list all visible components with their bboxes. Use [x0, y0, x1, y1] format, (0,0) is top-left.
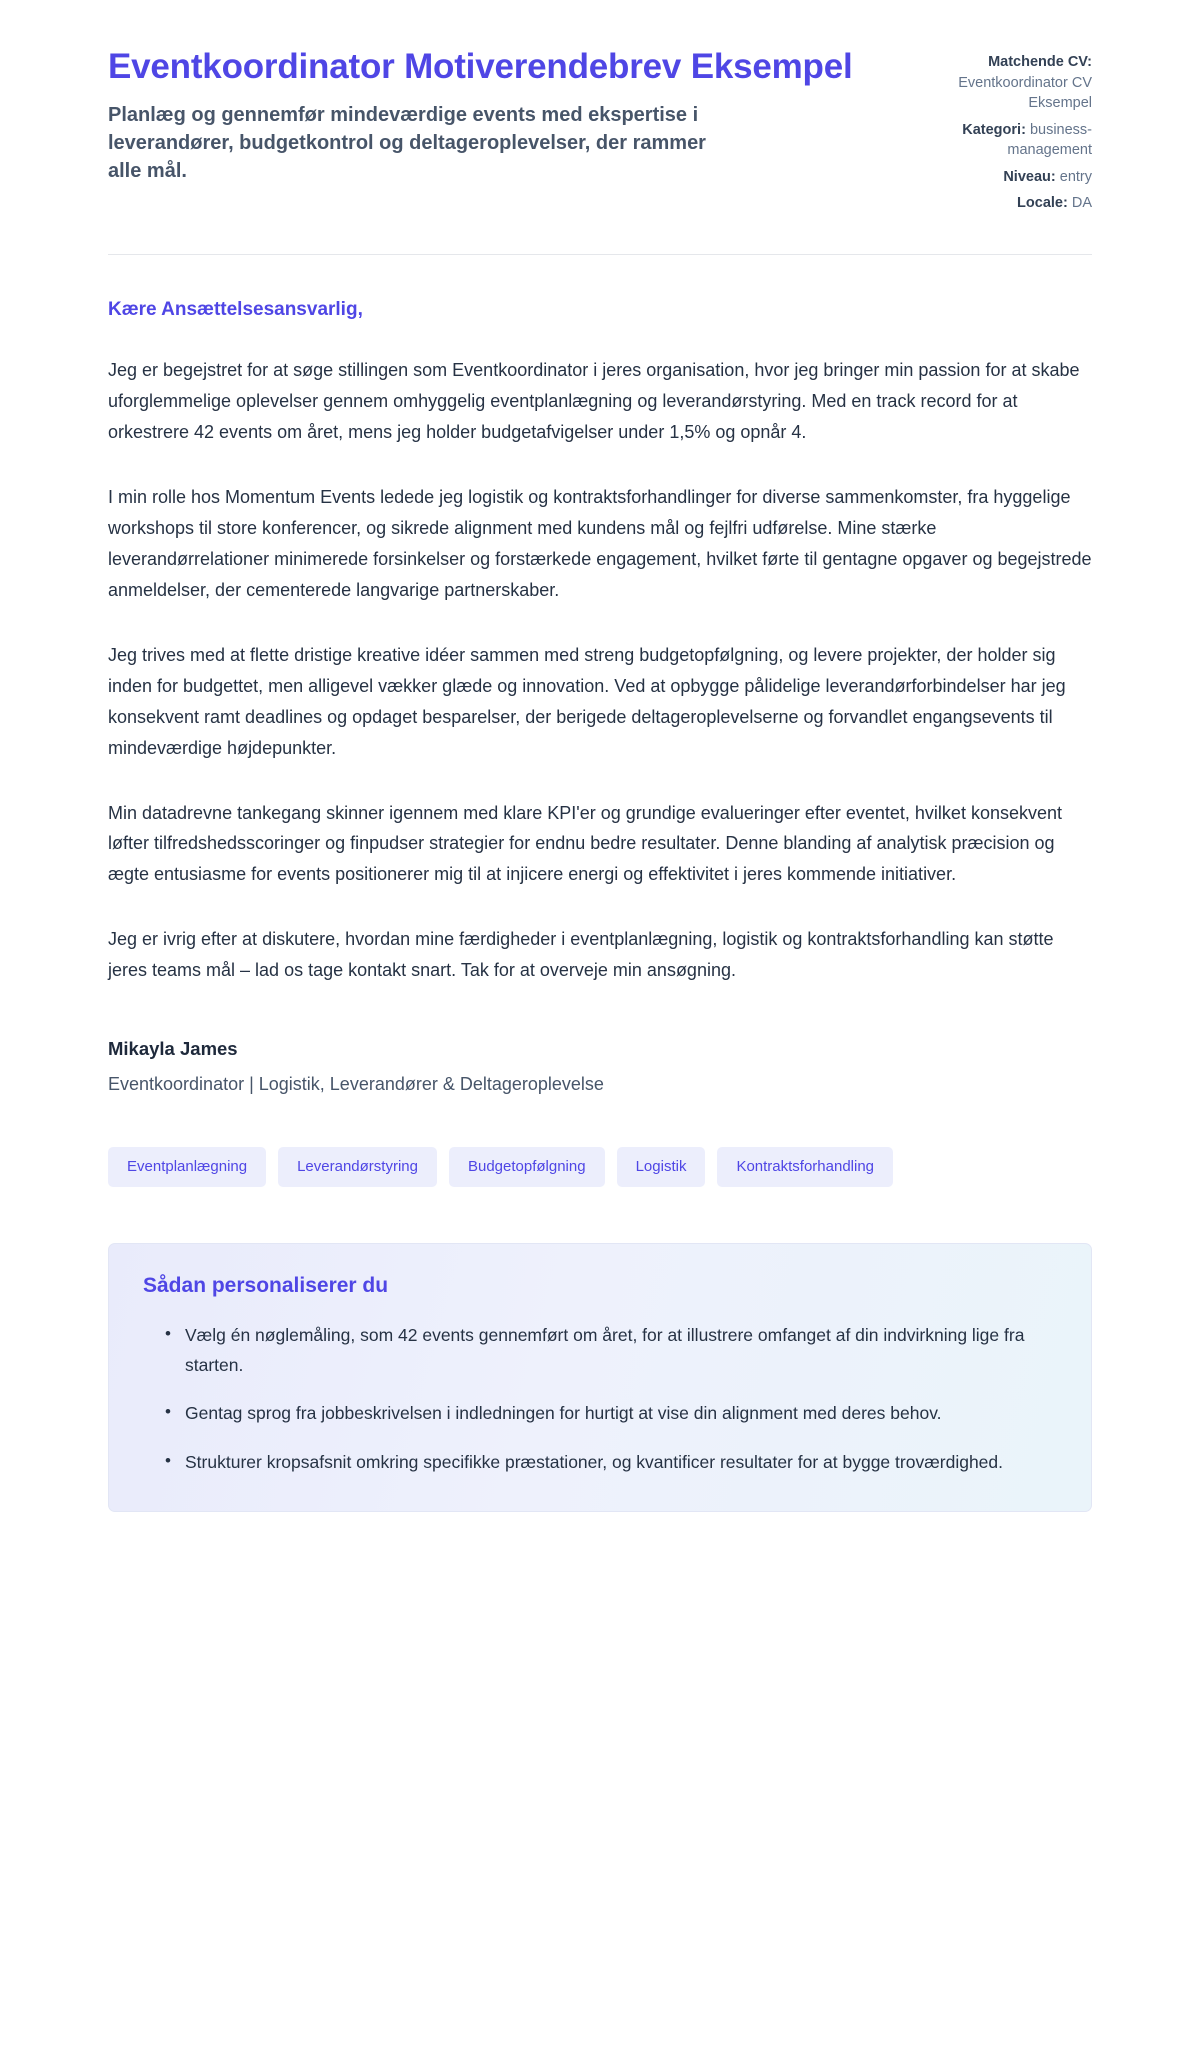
skill-tag[interactable]: Kontraktsforhandling — [717, 1147, 893, 1187]
tips-list-item: • Strukturer kropsafsnit omkring specifikke præstationer, og kvantificer resultater for at bygge troværdighed. — [165, 1447, 1057, 1477]
page-header — [108, 0, 1092, 216]
document-metadata — [940, 46, 1092, 216]
skill-tag[interactable]: Logistik — [617, 1147, 706, 1187]
letter-paragraph: I min rolle hos Momentum Events ledede jeg logistik og kontraktsforhandlinger for diverse sammenkomster, fra hyggelige workshops til store konferencer, og sikrede alignment med kundens mål og fejlfri udførelse. Mine stærke leverandørrelationer minimerede forsinkelser og forstærkede engagement, hvilket førte til gentagne opgaver og begejstrede anmeldelser, der cementerede langvarige partnerskaber. — [108, 486, 1092, 600]
tips-list-item: • Gentag sprog fra jobbeskrivelsen i indledningen for hurtigt at vise din alignment med deres behov. — [165, 1398, 1057, 1428]
tips-panel-title: Sådan personaliserer du — [143, 1274, 389, 1298]
skill-tag[interactable]: Budgetopfølgning — [449, 1147, 605, 1187]
personalization-tips-panel — [108, 1243, 1092, 1511]
meta-category-value: business-management — [1007, 121, 1092, 159]
letter-body — [108, 255, 1092, 986]
signature-name: Mikayla James — [108, 1038, 238, 1060]
meta-matching-cv-value: Eventkoordinator CV Eksempel — [958, 74, 1092, 112]
skill-tag-list — [108, 1147, 1092, 1187]
page-subtitle: Planlæg og gennemfør mindeværdige events med ekspertise i leverandører, budgetkontrol og deltageroplevelser, der rammer alle mål. — [108, 103, 706, 183]
skill-tag[interactable]: Leverandørstyring — [278, 1147, 437, 1187]
page-title: Eventkoordinator Motiverendebrev Eksempel — [108, 47, 853, 86]
meta-category-label: Kategori: — [962, 121, 1026, 138]
letter-paragraph: Jeg trives med at flette dristige kreative idéer sammen med streng budgetopfølgning, og levere projekter, der holder sig inden for budgettet, men alligevel vækker glæde og innovation. Ved at opbygge pålidelige leverandørforbindelser har jeg konsekvent ramt deadlines og opdaget besparelser, der berigede deltageroplevelserne og forvandlet engangsevents til mindeværdige højdepunkter. — [108, 644, 1066, 758]
meta-category — [940, 120, 1092, 161]
letter-greeting: Kære Ansættelsesansvarlig, — [108, 299, 363, 321]
letter-paragraph: Jeg er ivrig efter at diskutere, hvordan mine færdigheder i eventplanlægning, logistik og kontraktsforhandling kan støtte jeres teams mål – lad os tage kontakt snart. Tak for at overveje min ansøgning. — [108, 929, 1054, 981]
letter-paragraph: Min datadrevne tankegang skinner igennem med klare KPI'er og grundige evalueringer efter eventet, hvilket konsekvent løfter tilfredshedsscoringer og finpudser strategier for endnu bedre resultater. Denne blanding af analytisk præcision og ægte entusiasme for events positionerer mig til at injicere energi og effektivitet i jeres kommende initiativer. — [108, 802, 1062, 885]
header-text-block — [108, 46, 900, 186]
tips-list-item: • Vælg én nøglemåling, som 42 events gennemført om året, for at illustrere omfanget af din indvirkning lige fra starten. — [165, 1320, 1057, 1380]
meta-level — [940, 167, 1092, 188]
meta-matching-cv-label: Matchende CV: — [988, 54, 1092, 70]
letter-paragraph: Jeg er begejstret for at søge stillingen som Eventkoordinator i jeres organisation, hvor jeg bringer min passion for at skabe uforglemmelige oplevelser gennem omhyggelig eventplanlægning og leverandørstyring. Med en track record for at orkestrere 42 events om året, mens jeg holder budgetafvigelser under 1,5% og opnår 4. — [108, 360, 1080, 442]
skill-tag[interactable]: Eventplanlægning — [108, 1147, 266, 1187]
meta-locale-value: DA — [1071, 195, 1092, 212]
meta-level-label: Niveau: — [1003, 168, 1056, 185]
meta-locale-label: Locale: — [1017, 195, 1068, 212]
meta-locale — [940, 193, 1092, 214]
signature-block — [108, 1038, 1092, 1095]
signature-role: Eventkoordinator | Logistik, Leverandører & Deltageroplevelse — [108, 1074, 604, 1095]
meta-matching-cv — [940, 52, 1092, 114]
tips-list — [143, 1320, 1057, 1476]
meta-level-value: entry — [1059, 168, 1092, 185]
